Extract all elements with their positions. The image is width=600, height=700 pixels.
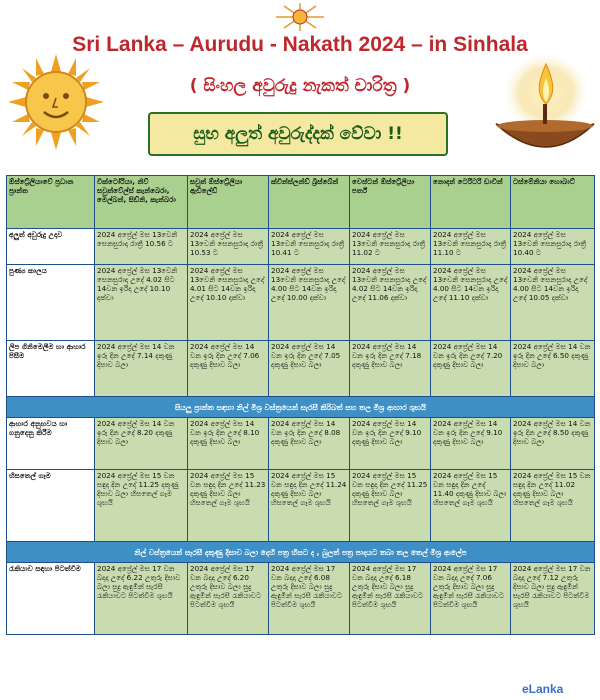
table-cell: 2024 අප්‍රේල් මස 14 වන ඉරු දින උදේ 8.20 දකුණු දිසාව බලා (95, 418, 188, 470)
table-cell: 2024 අප්‍රේල් මස 13වෙනි සෙනසුරාදා උදේ 4.02 සිට 14වන ඉරිදා උදේ 10.10 දක්වා (95, 265, 188, 341)
note-text: නිල් වස්ත්‍රයෙන් සැරසී දකුණු දිසාව බලා දෙහි පත්‍ර හිසට ද , බුලත් පත්‍ර පාදයට තබා තල තෙල් මිශ්‍ර ආලේප (7, 542, 595, 563)
greeting-banner: සුභ අලුත් අවුරුද්දක් වේවා !! (148, 112, 448, 156)
table-cell: 2024 අප්‍රේල් මස 14 වන ඉරු දින උදේ 8.10 දකුණු දිසාව බලා (188, 418, 269, 470)
header (0, 0, 600, 175)
table-row (7, 563, 595, 635)
table-cell: 2024 අප්‍රේල් මස 13වෙනි සෙනසුරාදා රාත්‍රී 10.56 ට (95, 229, 188, 265)
table-cell: 2024 අප්‍රේල් මස 17 වන බදාදා උදේ 7.12 උතුරු දිසාව බලා සුදු ඇඳුමින් සැරසී රැකියාවට පිටත්වීම ශුභයි (511, 563, 595, 635)
row-label: ආහාර අනුභවය හා ගනුදෙනු කිරීම (7, 418, 95, 470)
table-cell: 2024 අප්‍රේල් මස 15 වන සඳුදා දින උදේ 11.23 දකුණු දිසාව බලා හිසතෙල් ගෑම ශුභයි (188, 470, 269, 542)
table-cell: 2024 අප්‍රේල් මස 14 වන ඉරු දින උදේ 8.08 දකුණු දිසාව බලා (269, 418, 350, 470)
table-cell: 2024 අප්‍රේල් මස 13වෙනි සෙනසුරාදා රාත්‍රී 10.53 ට (188, 229, 269, 265)
table-cell: 2024 අප්‍රේල් මස 17 වන බදාදා උදේ 6.18 උතුරු දිසාව බලා සුදු ඇඳුමින් සැරසී රැකියාවට පිටත්වීම ශුභයි (350, 563, 431, 635)
table-cell: 2024 අප්‍රේල් මස 14 වන ඉරු දින උදේ 7.06 දකුණු දිසාව බලා (188, 341, 269, 397)
oil-lamp-icon (486, 52, 596, 172)
nakath-table (6, 175, 595, 635)
note-row (7, 397, 595, 418)
table-cell: 2024 අප්‍රේල් මස 14 වන ඉරු දින උදේ 7.18 දකුණු දිසාව බලා (350, 341, 431, 397)
table-cell: 2024 අප්‍රේල් මස 14 වන ඉරු දින උදේ 7.05 දකුණු දිසාව බලා (269, 341, 350, 397)
column-header: නොදන් ටෙරිටරි ඩාවින් (431, 176, 511, 229)
table-cell: 2024 අප්‍රේල් මස 13වෙනි සෙනසුරාදා රාත්‍රී 11.02 ට (350, 229, 431, 265)
table-cell: 2024 අප්‍රේල් මස 15 වන සඳුදා දින උදේ 11.24 දකුණු දිසාව බලා හිසතෙල් ගෑම ශුභයි (269, 470, 350, 542)
table-cell: 2024 අප්‍රේල් මස 13වෙනි සෙනසුරාදා රාත්‍රී 10.41 ට (269, 229, 350, 265)
row-label: අලුත් අවුරුදු උදාව (7, 229, 95, 265)
table-cell: 2024 අප්‍රේල් මස 17 වන බදාදා උදේ 6.20 උතුරු දිසාව බලා සුදු ඇඳුමින් සැරසී රැකියාවට පිටත්වීම ශුභයි (188, 563, 269, 635)
table-cell: 2024 අප්‍රේල් මස 17 වන බදාදා උදේ 6.22 උතුරු දිසාව බලා සුදු ඇඳුමින් සැරසී රැකියාවට පිටත්වීම ශුභයි (95, 563, 188, 635)
row-label: රැකියාව සඳහා පිටත්වීම (7, 563, 95, 635)
table-cell: 2024 අප්‍රේල් මස 14 වන ඉරු දින උදේ 6.50 දකුණු දිසාව බලා (511, 341, 595, 397)
note-row (7, 542, 595, 563)
table-cell: 2024 අප්‍රේල් මස 13වෙනි සෙනසුරාදා රාත්‍රී 11.10 ට (431, 229, 511, 265)
table-cell: 2024 අප්‍රේල් මස 14 වන ඉරු දින උදේ 8.50 දකුණු දිසාව බලා (511, 418, 595, 470)
table-cell: 2024 අප්‍රේල් මස 13වෙනි සෙනසුරාදා උදේ 4.00 සිට 14වන ඉරිදා උදේ 10.00 දක්වා (269, 265, 350, 341)
column-header: වෙස්ටන් ඕස්ට්‍රේලියා පර්ත් (350, 176, 431, 229)
table-cell: 2024 අප්‍රේල් මස 13වෙනි සෙනසුරාදා උදේ 4.00 සිට 14වන ඉරිදා උදේ 10.05 දක්වා (511, 265, 595, 341)
table-row (7, 265, 595, 341)
note-text: සියලු ප්‍රාන්ත සඳහා නිල් මිශ්‍ර වස්ත්‍රයෙන් සැරසී කිරිබත් සහ තල මිශ්‍ර ආහාර ශුභයි (7, 397, 595, 418)
table-header-row (7, 176, 595, 229)
table-row (7, 229, 595, 265)
row-label: ලිප ගිනිමෙලීම හා ආහාර පිසීම (7, 341, 95, 397)
table-cell: 2024 අප්‍රේල් මස 13වෙනි සෙනසුරාදා උදේ 4.02 සිට 14වන ඉරිදා උදේ 11.06 දක්වා (350, 265, 431, 341)
page-title: Sri Lanka – Aurudu - Nakath 2024 – in Sinhala (72, 33, 528, 56)
table-cell: 2024 අප්‍රේල් මස 14 වන ඉරු දින උදේ 7.20 දකුණු දිසාව බලා (431, 341, 511, 397)
table-cell: 2024 අප්‍රේල් මස 14 වන ඉරු දින උදේ 7.14 දකුණු දිසාව බලා (95, 341, 188, 397)
table-cell: 2024 අප්‍රේල් මස 15 වන සඳුදා දින උදේ 11.25 දකුණු දිසාව බලා හිසතෙල් ගෑම ශුභයි (350, 470, 431, 542)
table-cell: 2024 අප්‍රේල් මස 15 වන සඳුදා දින උදේ 11.25 දකුණු දිසාව බලා හිසතෙල් ගෑම ශුභයි (95, 470, 188, 542)
row-label: හිසතෙල් ගෑම (7, 470, 95, 542)
table-row (7, 418, 595, 470)
column-header: ක්වීන්ස්ලන්ඩ් බ්‍රිස්බේන් (269, 176, 350, 229)
table-cell: 2024 අප්‍රේල් මස 14 වන ඉරු දින උදේ 9.10 දකුණු දිසාව බලා (431, 418, 511, 470)
table-row (7, 470, 595, 542)
table-cell: 2024 අප්‍රේල් මස 17 වන බදාදා උදේ 6.08 උතුරු දිසාව බලා සුදු ඇඳුමින් සැරසී රැකියාවට පිටත්වීම ශුභයි (269, 563, 350, 635)
column-header: වික්ටෝරියා, නිව් සවුත්වේල්ස් කැන්බෙරා, මෙල්බන්, සිඩ්නි, කැන්බරා (95, 176, 188, 229)
brand-logo-text: eLanka (522, 682, 564, 696)
column-header: ඕස්ට්‍රේලියාවේ ප්‍රධාන ප්‍රාන්ත (7, 176, 95, 229)
page-subtitle: ( සිංහල අවුරුදු නැකත් චාරිත්‍ර ) (189, 76, 411, 96)
column-header: සවුත් ඕස්ට්‍රේලියා ඇඩිලේඩ් (188, 176, 269, 229)
table-cell: 2024 අප්‍රේල් මස 14 වන ඉරු දින උදේ 9.10 දකුණු දිසාව බලා (350, 418, 431, 470)
table-cell: 2024 අප්‍රේල් මස 13වෙනි සෙනසුරාදා රාත්‍රී 10.40 ට (511, 229, 595, 265)
table-cell: 2024 අප්‍රේල් මස 17 වන බදාදා උදේ 7.06 උතුරු දිසාව බලා සුදු ඇඳුමින් සැරසී රැකියාවට පිටත්වීම ශුභයි (431, 563, 511, 635)
table-row (7, 341, 595, 397)
column-header: ටස්මේනියා හොබාට් (511, 176, 595, 229)
sun-face-icon (6, 52, 106, 152)
sun-ornament-icon (272, 2, 328, 32)
table-cell: 2024 අප්‍රේල් මස 13වෙනි සෙනසුරාදා උදේ 4.00 සිට 14වන ඉරිදා උදේ 11.10 දක්වා (431, 265, 511, 341)
table-cell: 2024 අප්‍රේල් මස 13වෙනි සෙනසුරාදා උදේ 4.01 සිට 14වන ඉරිදා උදේ 10.10 දක්වා (188, 265, 269, 341)
row-label: පුණ්‍ය කාලය (7, 265, 95, 341)
table-cell: 2024 අප්‍රේල් මස 15 වන සඳුදා දින උදේ 11.02 දකුණු දිසාව බලා හිසතෙල් ගෑම ශුභයි (511, 470, 595, 542)
table-cell: 2024 අප්‍රේල් මස 15 වන සඳුදා දින උදේ 11.40 දකුණු දිසාව බලා හිසතෙල් ගෑම ශුභයි (431, 470, 511, 542)
